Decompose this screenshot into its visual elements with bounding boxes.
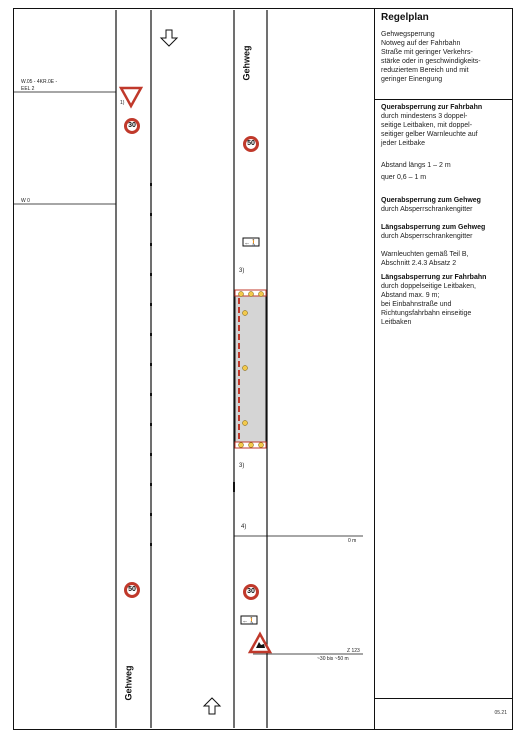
note-4: 4) bbox=[241, 524, 247, 530]
speed-limit-sign: 30 bbox=[243, 584, 259, 600]
svg-text:←🚶: ←🚶 bbox=[242, 618, 256, 625]
svg-text:←🚶: ←🚶 bbox=[244, 240, 258, 247]
left-reference-label: W.05 - 4KR.0E - bbox=[21, 79, 58, 85]
zero-marker-label: 0 m bbox=[348, 538, 357, 544]
legend-section: Querabsperrung zur Fahrbahn durch mindestens 3 doppel- seitige Leitbaken, mit doppel- seitiger gelber Warnleuchte auf jeder Leitbake bbox=[381, 104, 483, 147]
road-layout-svg bbox=[13, 8, 375, 730]
note-3: 3) bbox=[239, 268, 245, 274]
legend-section: Querabsperrung zum Gehweg durch Absperrschrankengitter bbox=[381, 197, 481, 213]
sign-number-label: Z 123 bbox=[347, 648, 360, 654]
intro-line: stärke oder in geschwindigkeits- bbox=[381, 58, 481, 65]
legend-title: Regelplan bbox=[381, 12, 429, 23]
note-3: 3) bbox=[239, 463, 245, 469]
arrow-up-icon bbox=[204, 698, 220, 714]
legend-panel bbox=[374, 8, 513, 730]
intro-line: geringer Einengung bbox=[381, 76, 443, 83]
intro-line: Straße mit geringer Verkehrs- bbox=[381, 49, 473, 56]
section-heading: Querabsperrung zum Gehweg bbox=[381, 197, 481, 204]
intro-line: Notweg auf der Fahrbahn bbox=[381, 40, 461, 47]
intro-line: reduziertem Bereich und mit bbox=[381, 67, 469, 74]
legend-section: Längsabsperrung zum Gehweg durch Absperrschrankengitter bbox=[381, 224, 486, 240]
sidewalk-label-left: Gehweg bbox=[123, 665, 134, 701]
section-heading: Längsabsperrung zum Gehweg bbox=[381, 224, 486, 231]
legend-section: Längsabsperrung zur Fahrbahn durch doppelseitige Leitbaken, Abstand max. 9 m; bei Einbahnstraße und Richtungsfahrbahn einseitige Leitbaken bbox=[381, 274, 487, 326]
legend-intro bbox=[381, 30, 509, 84]
sign-note: 1) bbox=[120, 100, 125, 106]
legend-section: Abstand längs 1 – 2 m quer 0,6 – 1 m bbox=[381, 162, 451, 181]
section-heading: Querabsperrung zur Fahrbahn bbox=[381, 104, 483, 111]
plan-version: 05.21 bbox=[494, 710, 507, 716]
intro-line: Gehwegsperrung bbox=[381, 31, 435, 38]
left-reference-label: W 0 bbox=[21, 198, 30, 204]
section-heading: Längsabsperrung zur Fahrbahn bbox=[381, 274, 487, 281]
speed-limit-sign: 50 bbox=[243, 136, 259, 152]
legend-divider bbox=[375, 99, 512, 100]
legend-divider bbox=[375, 698, 512, 699]
distance-label: ~30 bis ~50 m bbox=[317, 656, 349, 662]
road-diagram bbox=[13, 8, 375, 730]
speed-limit-sign: 50 bbox=[124, 582, 140, 598]
legend-section: Warnleuchten gemäß Teil B, Abschnitt 2.4.3 Absatz 2 bbox=[381, 251, 469, 267]
speed-limit-sign: 30 bbox=[124, 118, 140, 134]
arrow-down-icon bbox=[161, 30, 177, 46]
left-reference-label: EEL 2 bbox=[21, 86, 35, 92]
sidewalk-label-right: Gehweg bbox=[241, 45, 252, 81]
